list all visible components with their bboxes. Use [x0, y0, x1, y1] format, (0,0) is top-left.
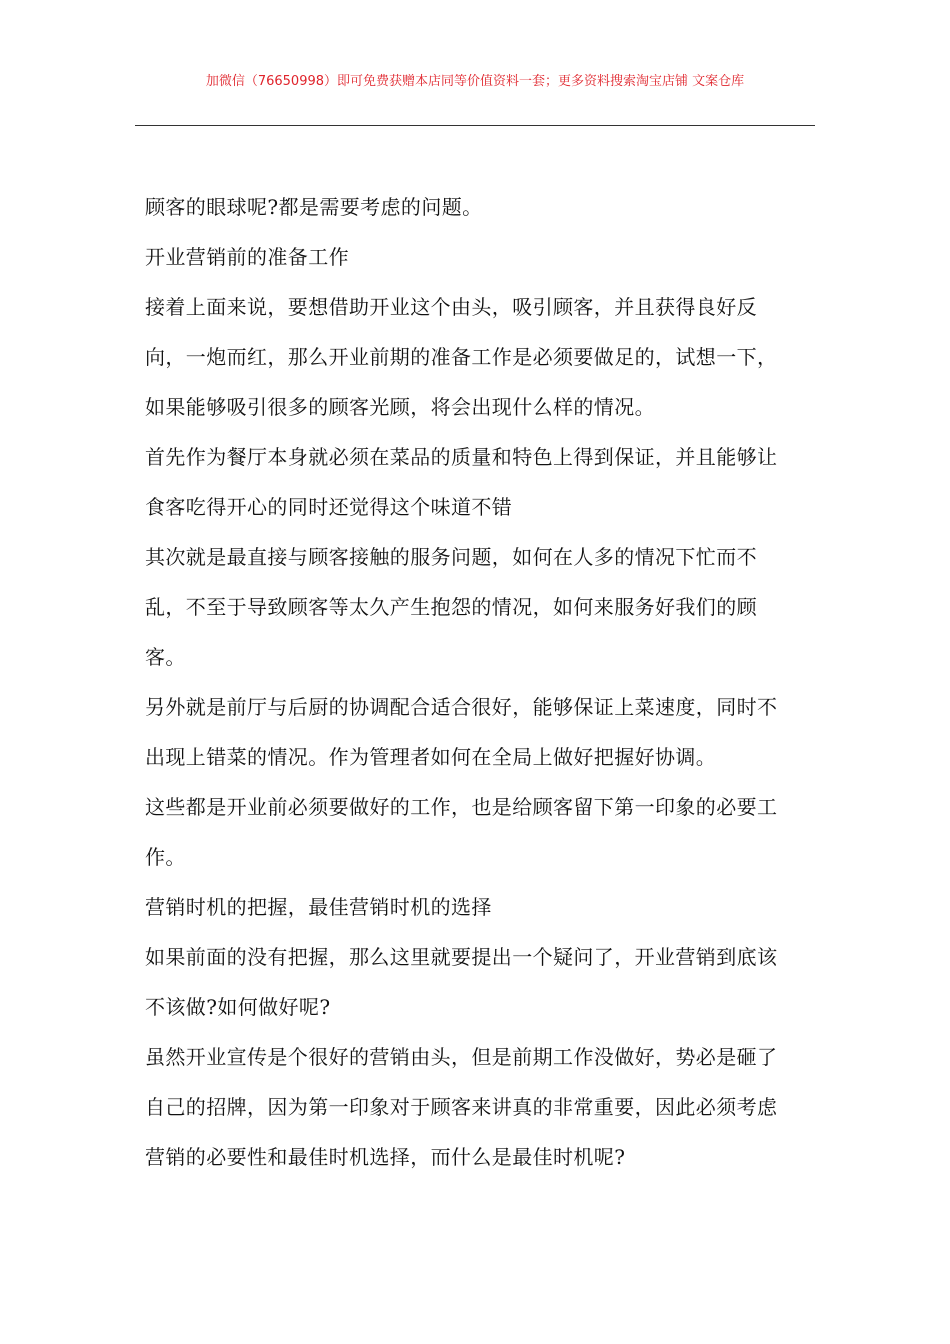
page-header: 加微信（76650998）即可免费获赠本店同等价值资料一套；更多资料搜索淘宝店铺 文案仓库	[205, 74, 745, 89]
paragraph: 如果前面的没有把握，那么这里就要提出一个疑问了，开业营销到底该不该做?如何做好呢?	[145, 945, 778, 1019]
paragraph: 这些都是开业前必须要做好的工作，也是给顾客留下第一印象的必要工作。	[145, 795, 778, 869]
paragraph: 虽然开业宣传是个很好的营销由头，但是前期工作没做好，势必是砸了自己的招牌，因为第一印象对于顾客来讲真的非常重要，因此必须考虑营销的必要性和最佳时机选择，而什么是最佳时机呢?	[145, 1045, 778, 1169]
section-heading: 开业营销前的准备工作	[145, 245, 349, 269]
section-heading: 营销时机的把握，最佳营销时机的选择	[145, 895, 492, 919]
paragraph: 顾客的眼球呢?都是需要考虑的问题。	[145, 195, 483, 219]
paragraph: 首先作为餐厅本身就必须在菜品的质量和特色上得到保证，并且能够让食客吃得开心的同时还觉得这个味道不错	[145, 445, 778, 519]
paragraph: 接着上面来说，要想借助开业这个由头，吸引顾客，并且获得良好反向，一炮而红，那么开业前期的准备工作是必须要做足的，试想一下，如果能够吸引很多的顾客光顾，将会出现什么样的情况。	[145, 295, 778, 419]
header-divider	[135, 125, 815, 126]
paragraph: 其次就是最直接与顾客接触的服务问题，如何在人多的情况下忙而不乱，不至于导致顾客等太久产生抱怨的情况，如何来服务好我们的顾客。	[145, 545, 757, 669]
paragraph: 另外就是前厅与后厨的协调配合适合很好，能够保证上菜速度，同时不出现上错菜的情况。作为管理者如何在全局上做好把握好协调。	[145, 695, 778, 769]
document-body	[145, 182, 795, 1182]
